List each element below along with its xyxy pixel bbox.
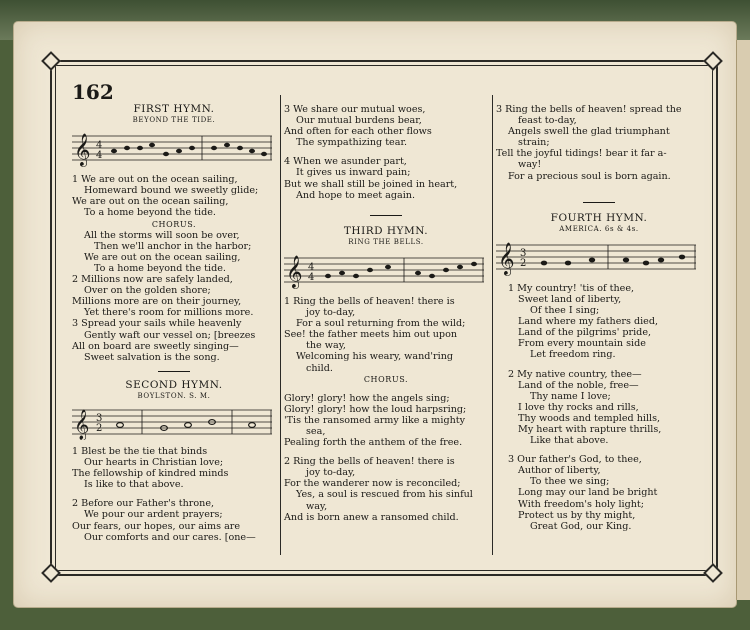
section-separator <box>158 371 190 372</box>
svg-text:4: 4 <box>96 140 103 152</box>
page-number: 162 <box>72 80 114 104</box>
verse-line: Land of the pilgrims' pride, <box>518 327 652 339</box>
svg-text:3: 3 <box>520 247 527 259</box>
section-separator <box>370 215 402 216</box>
verse-line: I love thy rocks and rills, <box>518 401 639 413</box>
chorus-line: We are out on the ocean sailing, <box>84 251 241 263</box>
chorus-line: Glory! glory! how the angels sing; <box>284 392 450 404</box>
column-rule <box>492 95 493 555</box>
section-separator <box>583 202 615 203</box>
verse-line: child. <box>306 362 333 374</box>
hymn-title: FIRST HYMN. <box>133 103 215 115</box>
svg-text:4: 4 <box>308 271 315 283</box>
verse-line: To thee we sing; <box>530 476 610 488</box>
verse-line: joy to-day, <box>306 307 356 319</box>
column-1 <box>72 104 276 543</box>
svg-text:2: 2 <box>520 257 527 269</box>
verse-line: the way, <box>306 340 346 352</box>
verse-line: All on board are sweetly singing— <box>72 340 239 352</box>
hymn-title: SECOND HYMN. <box>125 378 223 391</box>
chorus-line: All the storms will soon be over, <box>84 229 240 241</box>
verse-line: And hope to meet again. <box>296 189 416 201</box>
verse-line: Welcoming his weary, wand'ring <box>296 351 454 363</box>
verse-line: 3 Our father's God, to thee, <box>508 454 642 466</box>
svg-text:4: 4 <box>96 150 103 162</box>
column-rule <box>280 95 281 555</box>
chorus-line: Pealing forth the anthem of the free. <box>284 437 463 449</box>
verse-line: Long may our land be bright <box>518 487 658 499</box>
verse-line: My heart with rapture thrills, <box>518 423 662 435</box>
chorus-line: sea, <box>306 425 326 437</box>
verse-line: With freedom's holy light; <box>518 498 644 510</box>
verse-line: 1 Ring the bells of heaven! there is <box>284 295 455 307</box>
svg-text:2: 2 <box>96 422 103 434</box>
verse-line: 2 Millions now are safely landed, <box>72 274 233 286</box>
verse-line: way, <box>306 500 328 512</box>
verse-line: We pour our ardent prayers; <box>84 509 223 521</box>
verse-line: The sympathizing tear. <box>296 137 408 149</box>
verse-line: Yet there's room for millions more. <box>84 307 254 319</box>
verse-line: Sweet land of liberty, <box>518 293 622 305</box>
music-staff <box>496 237 696 277</box>
verse-line: Over on the golden shore; <box>84 285 211 297</box>
verse-line: 2 Before our Father's throne, <box>72 498 215 510</box>
tune-name: BEYOND THE TIDE. <box>132 116 216 125</box>
verse-line: And is born anew a ransomed child. <box>284 511 459 523</box>
verse-line: 3 Ring the bells of heaven! spread the <box>496 104 682 115</box>
verse-line: feast to-day, <box>518 115 577 127</box>
svg-text:𝄞: 𝄞 <box>74 409 90 440</box>
verse-line: 3 Spread your sails while heavenly <box>72 318 242 330</box>
verse-line: It gives us inward pain; <box>296 167 411 179</box>
verse-line: Great God, our King. <box>530 520 632 532</box>
verse-line: For a precious soul is born again. <box>508 170 671 182</box>
verse-line: 4 When we asunder part, <box>284 156 407 168</box>
tune-name: BOYLSTON. S. M. <box>137 391 211 400</box>
verse-line: 1 Blest be the tie that binds <box>72 445 208 457</box>
music-staff <box>72 128 272 168</box>
verse-line: The fellowship of kindred minds <box>72 468 229 480</box>
svg-text:3: 3 <box>96 412 103 424</box>
page-edge <box>736 40 750 600</box>
verse-line: To a home beyond the tide. <box>84 207 216 219</box>
column-3 <box>496 104 702 532</box>
chorus-label: CHORUS. <box>363 374 409 384</box>
verse-line: Sweet salvation is the song. <box>84 351 220 363</box>
tune-name: RING THE BELLS. <box>348 237 424 246</box>
verse-line: For a soul returning from the wild; <box>296 318 466 330</box>
verse-line: 3 We share our mutual woes, <box>284 104 426 115</box>
verse-line: Land where my fathers died, <box>518 316 659 328</box>
verse-line: way! <box>518 159 542 171</box>
verse-line: Angels swell the glad triumphant <box>508 126 670 138</box>
verse-line: Our mutual burdens bear, <box>296 115 422 127</box>
verse-line: Is like to that above. <box>84 479 184 491</box>
verse-line: Our fears, our hopes, our aims are <box>72 520 241 532</box>
chorus-line: 'Tis the ransomed army like a mighty <box>284 414 466 426</box>
hymn-title: FOURTH HYMN. <box>550 211 648 224</box>
svg-text:𝄞: 𝄞 <box>498 241 515 275</box>
verse-line: From every mountain side <box>518 338 646 350</box>
verse-line: Tell the joyful tidings! bear it far a- <box>496 148 667 160</box>
verse-line: Like that above. <box>530 435 609 447</box>
verse-line: Yes, a soul is rescued from his sinful <box>296 489 473 501</box>
verse-line: See! the father meets him out upon <box>284 329 458 341</box>
chorus-line: Then we'll anchor in the harbor; <box>94 240 252 252</box>
verse-line: strain; <box>518 137 550 149</box>
svg-text:𝄞: 𝄞 <box>286 254 303 288</box>
verse-line: Homeward bound we sweetly glide; <box>84 185 259 197</box>
tune-name: AMERICA. 6s & 4s. <box>559 224 639 233</box>
chorus-line: Glory! glory! how the loud harpsring; <box>284 403 467 415</box>
verse-line: But we shall still be joined in heart, <box>284 178 458 190</box>
verse-line: Land of the noble, free— <box>518 379 639 391</box>
chorus-line: To a home beyond the tide. <box>94 262 226 274</box>
verse-line: 1 We are out on the ocean sailing, <box>72 174 238 186</box>
verse-line: joy to-day, <box>306 467 356 479</box>
verse-line: 1 My country! 'tis of thee, <box>508 282 635 294</box>
verse-line: Protect us by thy might, <box>518 509 636 521</box>
verse-line: Author of liberty, <box>518 465 601 477</box>
verse-line: Let freedom ring. <box>530 349 616 361</box>
verse-line: We are out on the ocean sailing, <box>72 196 229 208</box>
verse-line: For the wanderer now is reconciled; <box>284 478 461 490</box>
music-staff <box>72 404 272 440</box>
verse-line: Millions more are on their journey, <box>72 296 242 308</box>
svg-text:4: 4 <box>308 261 315 273</box>
verse-line: 2 My native country, thee— <box>508 368 642 380</box>
verse-line: Of thee I sing; <box>530 305 600 317</box>
verse-line: 2 Ring the bells of heaven! there is <box>284 456 455 468</box>
verse-line: Gently waft our vessel on; [breezes <box>84 329 256 341</box>
hymn-title: THIRD HYMN. <box>343 224 429 237</box>
verse-line: Our hearts in Christian love; <box>84 457 224 469</box>
verse-line: Our comforts and our cares. [one— <box>84 531 256 543</box>
verse-line: Thy name I love; <box>530 390 611 402</box>
music-staff <box>284 250 484 290</box>
column-2 <box>284 104 488 523</box>
verse-line: And often for each other flows <box>284 126 432 138</box>
svg-text:𝄞: 𝄞 <box>74 133 91 167</box>
chorus-label: CHORUS. <box>151 219 197 229</box>
verse-line: Thy woods and templed hills, <box>518 412 661 424</box>
